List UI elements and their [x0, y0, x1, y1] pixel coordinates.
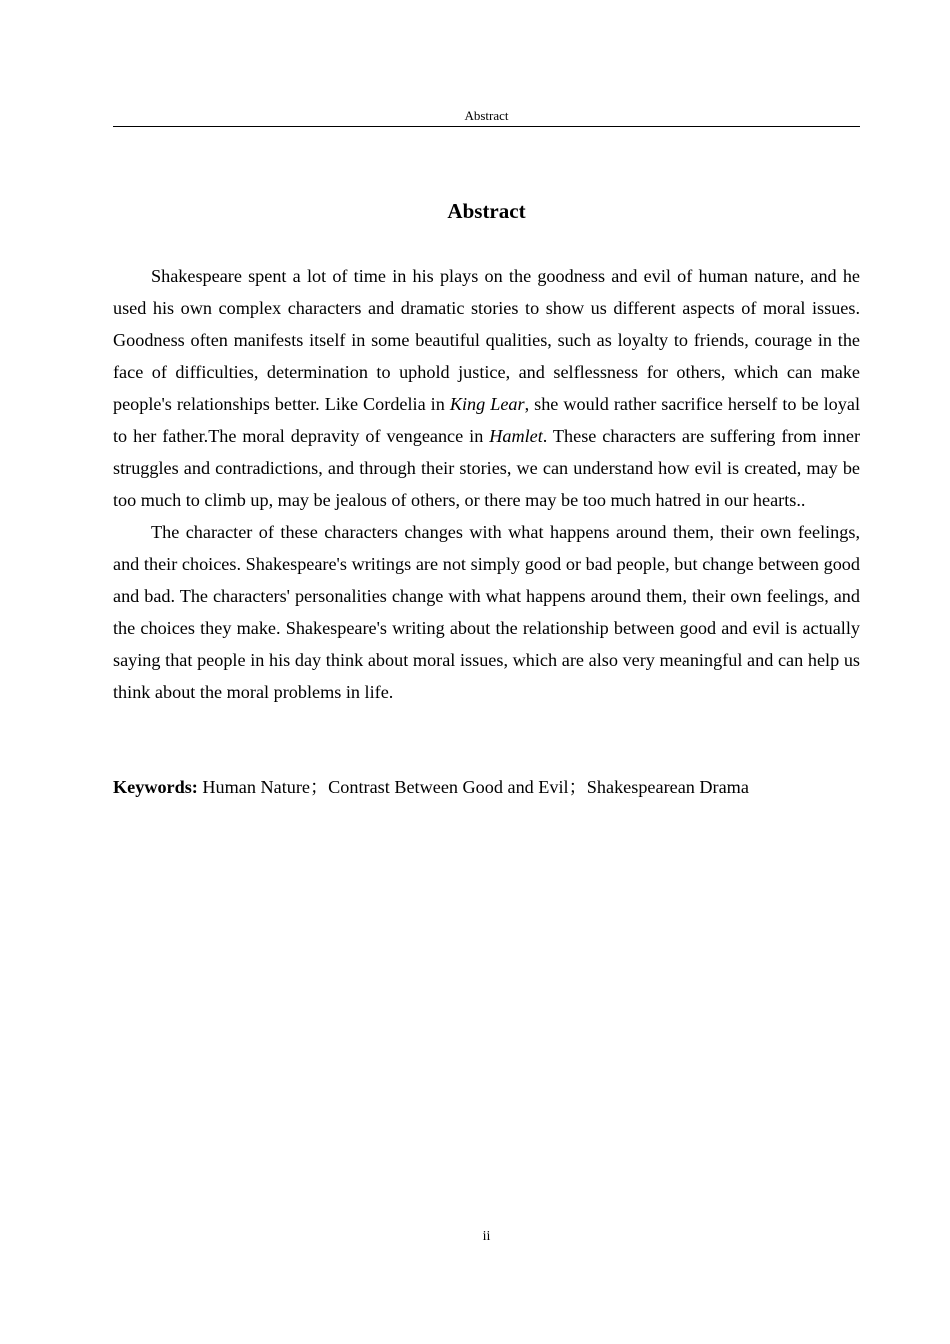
work-title-hamlet: Hamlet — [489, 426, 543, 446]
abstract-paragraph-1 — [113, 260, 860, 516]
page-title: Abstract — [447, 199, 526, 223]
abstract-paragraph-2: The character of these characters changes with what happens around them, their own feelings, and their choices. Shakespeare's writings are not simply good or bad people, but change between good and bad. The characters' personalities change with what happens around them, their own feelings, and the choices they make. Shakespeare's writing about the relationship between good and evil is actually saying that people in his day think about moral issues, which are also very meaningful and can help us think about the moral problems in life. — [113, 522, 860, 702]
paragraph-1-text-b: , she would rather sacrifice herself to be loyal to her father.The moral depravity of vengeance in — [113, 394, 861, 446]
abstract-body — [113, 260, 860, 708]
keywords-label: Keywords: — [113, 777, 198, 797]
keywords-text: Human Nature；Contrast Between Good and Evil；Shakespearean Drama — [202, 777, 749, 797]
paragraph-1-text-a: Shakespeare spent a lot of time in his plays on the goodness and evil of human nature, and he used his own complex characters and dramatic stories to show us different aspects of moral issues. Goodness often manifests itself in some beautiful qualities, such as loyalty to friends, courage in the face of difficulties, determination to uphold justice, and selflessness for others, which can make people's relationships better. Like Cordelia in — [113, 266, 860, 414]
running-header: Abstract — [464, 108, 509, 123]
page-number: ii — [482, 1229, 491, 1244]
paragraph-1-text-c: . These characters are suffering from inner struggles and contradictions, and through their stories, we can understand how evil is created, may be too much to climb up, may be jealous of others, or there may be too much hatred in our hearts.. — [113, 426, 860, 510]
header-rule — [113, 126, 860, 127]
keywords-line — [113, 771, 860, 803]
work-title-king-lear: King Lear — [449, 394, 525, 414]
